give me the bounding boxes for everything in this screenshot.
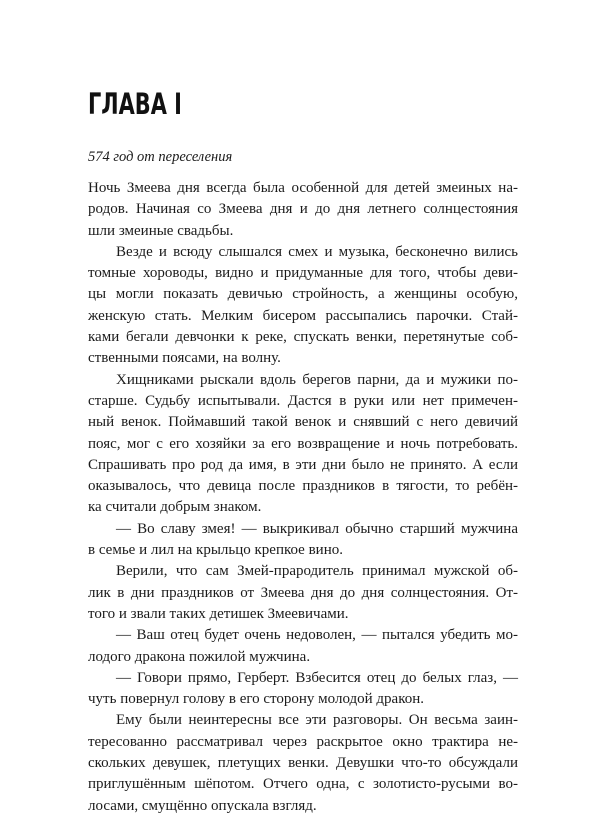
text-line: тересованно рассматривал через раскрытое окно трактира не- xyxy=(88,733,518,750)
text-line: ственными поясами, на волну. xyxy=(88,350,281,367)
text-line: шли змеиные свадьбы. xyxy=(88,222,234,239)
chapter-body-text xyxy=(88,178,518,817)
text-line: ками бегали девчонки к реке, спускать венки, перетянутые соб- xyxy=(88,329,518,346)
text-line: приглушённым шёпотом. Отчего одна, с золотисто-русыми во- xyxy=(88,776,518,793)
text-line: Ночь Змеева дня всегда была особенной для детей змеиных на- xyxy=(88,180,518,196)
text-line: чуть повернул голову в его сторону молодой дракон. xyxy=(88,691,425,708)
text-line: Хищниками рыскали вдоль берегов парни, да и мужики по- xyxy=(116,371,518,388)
chapter-date-subtitle: 574 год от переселения xyxy=(88,149,233,165)
text-line: лосами, смущённо опускала взгляд. xyxy=(88,797,317,814)
text-line: Везде и всюду слышался смех и музыка, бесконечно вились xyxy=(116,243,518,260)
text-line: лодого дракона пожилой мужчина. xyxy=(88,648,311,665)
text-line: в семье и лил на крыльцо крепкое вино. xyxy=(88,542,343,559)
text-line: томные хороводы, видно и придуманные для того, чтобы деви- xyxy=(88,265,518,282)
text-line: Верили, что сам Змей-прародитель принимал мужской об- xyxy=(116,563,518,580)
text-line: — Во славу змея! — выкрикивал обычно старший мужчина xyxy=(116,520,518,537)
text-line: того и звали таких детишек Змеевичами. xyxy=(88,605,349,622)
text-line: ка считали добрым знаком. xyxy=(88,499,262,516)
text-line: скольких девушек, плетущих венки. Девушки что-то обсуждали xyxy=(88,755,518,772)
text-line: пояс, мог с его хозяйки за его возвращение и ночь потребовать. xyxy=(88,435,518,452)
text-line: — Говори прямо, Герберт. Взбесится отец до белых глаз, — xyxy=(116,669,518,686)
text-line: лик в дни праздников от Змеева дня до дня солнцестояния. От- xyxy=(88,584,518,601)
text-line: — Ваш отец будет очень недоволен, — пытался убедить мо- xyxy=(116,627,518,644)
text-line: оказывалось, что девица после праздников в тягости, то ребён- xyxy=(88,478,518,495)
text-line: цы могли показать девичью стройность, а женщины особую, xyxy=(88,286,518,303)
text-line: ный венок. Поймавший такой венок и снявший с него девичий xyxy=(88,414,518,431)
text-line: женскую стать. Мелким бисером рассыпались парочки. Стай- xyxy=(88,307,518,324)
chapter-title: ГЛАВА I xyxy=(88,87,182,121)
text-line: родов. Начиная со Змеева дня и до дня летнего солнцестояния xyxy=(88,201,518,218)
text-line: Спрашивать про род да имя, в эти дни было не принято. А если xyxy=(88,456,518,473)
text-line: старше. Судьбу испытывали. Дастся в руки или нет примечен- xyxy=(88,392,518,409)
text-line: Ему были неинтересны все эти разговоры. Он весьма заин- xyxy=(116,712,518,729)
